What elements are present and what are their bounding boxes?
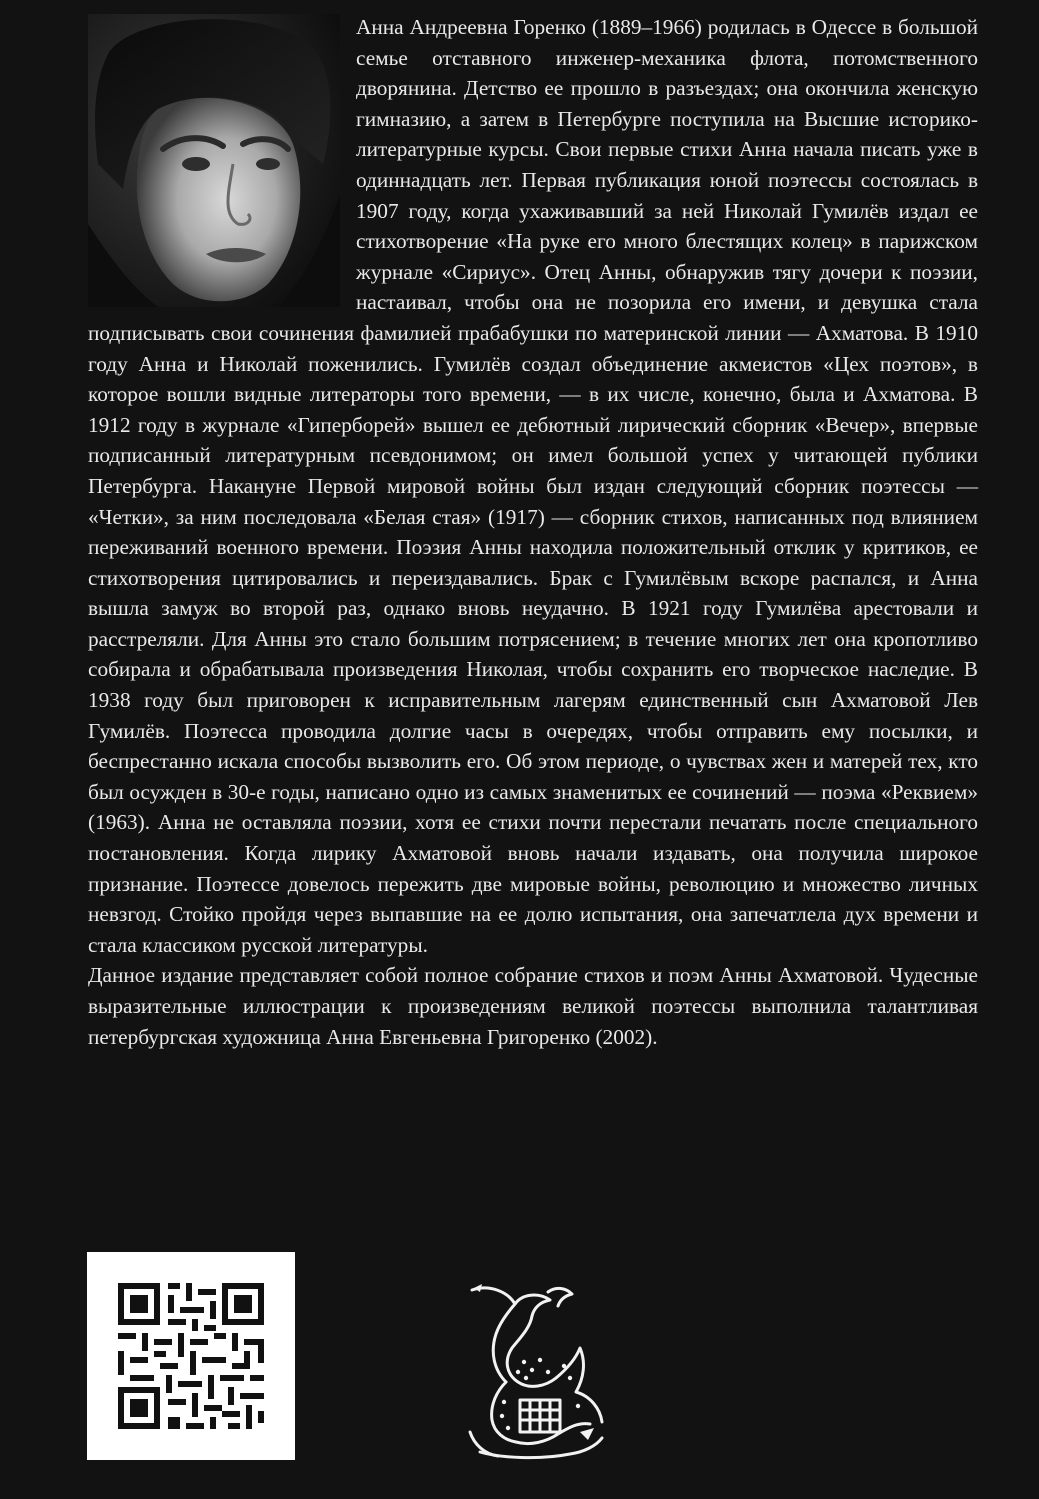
qr-code-icon xyxy=(87,1252,295,1460)
biography-paragraph: Анна Андреевна Горенко (1889–1966) родилась в Одессе в большой семье отставного инженер-механика флота, потомственного дворянина. Детство ее прошло в разъездах; она окончила женскую гимназию, а затем в Петербурге поступила на Высшие историко-литературные курсы. Свои первые стихи Анна начала писать уже в одиннадцать лет. Первая публикация юной поэтессы состоялась в 1907 году, когда ухаживавший за ней Николай Гумилёв издал ее стихотворение «На руке его много блестящих колец» в парижском журнале «Сириус». Отец Анны, обнаружив тягу дочери к поэзии, настаивал, чтобы она не позорила его имени, и девушка стала подписывать свои сочинения фамилией прабабушки по материнской линии — Ахматова. В 1910 году Анна и Николай поженились. Гумилёв создал объединение акмеистов «Цех поэтов», в которое вошли видные литераторы того времени, — в их числе, конечно, была и Ахматова. В 1912 году в журнале «Гиперборей» вышел ее дебютный лирический сборник «Вечер», впервые подписанный литературным псевдонимом; он имел большой успех у читающей публики Петербурга. Накануне Первой мировой войны был издан следующий сборник поэтессы — «Четки», за ним последовала «Белая стая» (1917) — сборник стихов, написанных под влиянием переживаний военного времени. Поэзия Анны находила положительный отклик у критиков, ее стихотворения цитировались и переиздавались. Брак с Гумилёвым вскоре распался, и Анна вышла замуж во второй раз, однако вновь неудачно. В 1921 году Гумилёва арестовали и расстреляли. Для Анны это стало большим потрясением; в течение многих лет она кропотливо собирала и обрабатывала произведения Николая, чтобы сохранить его творческое наследие. В 1938 году был приговорен к исправительным лагерям единственный сын Ахматовой Лев Гумилёв. Поэтесса проводила долгие часы в очередях, чтобы отправить ему посылки, и беспрестанно искала способы вызволить его. Об этом периоде, о чувствах жен и матерей тех, кто был осужден в 30-е годы, написано одно из самых знаменитых ее сочинений — поэма «Реквием» (1963). Анна не оставляла поэзии, хотя ее стихи почти перестали печатать после специального постановления. Когда лирику Ахматовой вновь начали издавать, она получила широкое признание. Поэтессе довелось пережить две мировые войны, революцию и множество личных невзгод. Стойко пройдя через выпавшие на ее долю испытания, она запечатлела дух времени и стала классиком русской литературы. xyxy=(88,15,978,957)
edition-paragraph: Данное издание представляет собой полное собрание стихов и поэм Анны Ахматовой. Чудесные выразительные иллюстрации к произведениям великой поэтессы выполнила талантливая петербургская художница Анна Евгеньевна Григоренко (2002). xyxy=(88,963,978,1049)
author-portrait-photo xyxy=(88,14,340,307)
annotation-text-block xyxy=(88,12,978,1052)
publisher-dragon-emblem-icon xyxy=(460,1282,610,1462)
